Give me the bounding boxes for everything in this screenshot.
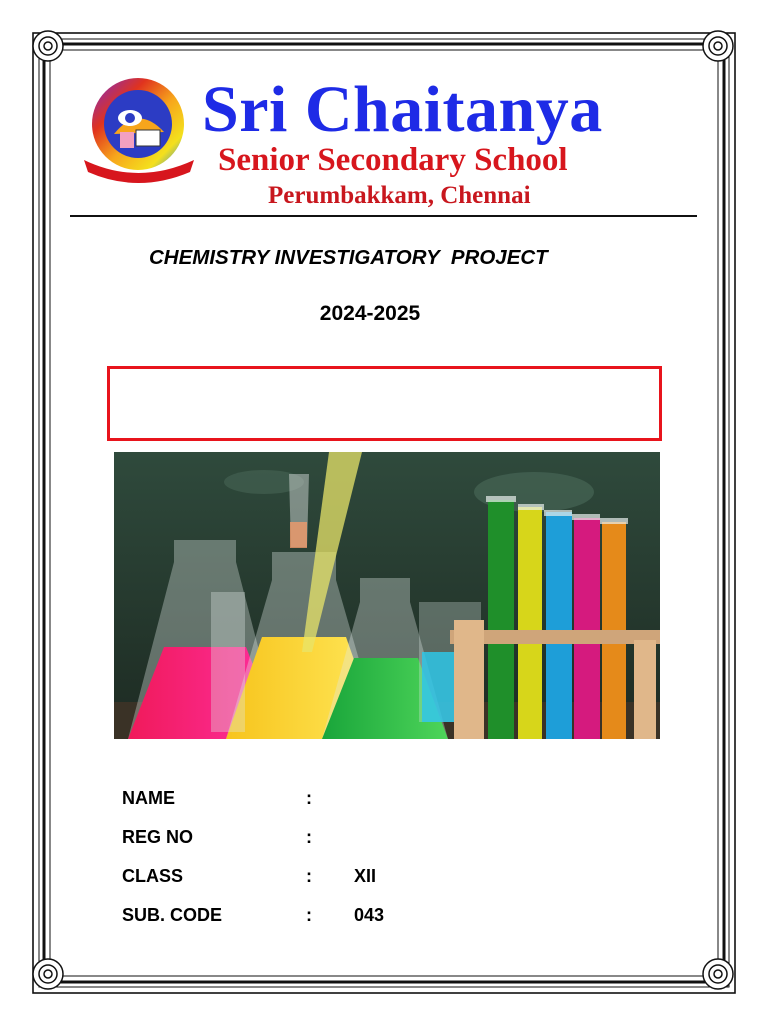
student-details xyxy=(122,784,642,940)
school-emblem-icon xyxy=(80,74,198,184)
detail-label: SUB. CODE xyxy=(122,905,223,925)
detail-separator: : xyxy=(306,866,312,886)
detail-value[interactable]: 043 xyxy=(354,905,385,925)
detail-value[interactable]: XII xyxy=(354,866,377,886)
detail-separator: : xyxy=(306,788,312,808)
school-name: Sri Chaitanya xyxy=(202,73,603,146)
corner-ornament-icon xyxy=(701,957,735,991)
detail-row-reg-no xyxy=(122,823,642,862)
corner-ornament-icon xyxy=(31,29,65,63)
project-year: 2024-2025 xyxy=(319,302,421,325)
detail-label: REG NO xyxy=(122,827,194,847)
project-title-box[interactable] xyxy=(107,366,662,441)
detail-label: NAME xyxy=(122,788,175,808)
detail-separator: : xyxy=(306,827,312,847)
school-subtitle: Senior Secondary School xyxy=(218,142,568,178)
school-location: Perumbakkam, Chennai xyxy=(268,182,531,209)
corner-ornament-icon xyxy=(701,29,735,63)
detail-row-name xyxy=(122,784,642,823)
detail-row-class xyxy=(122,862,642,901)
detail-separator: : xyxy=(306,905,312,925)
corner-ornament-icon xyxy=(31,957,65,991)
detail-row-sub-code xyxy=(122,901,642,940)
detail-label: CLASS xyxy=(122,866,184,886)
project-title: CHEMISTRY INVESTIGATORY PROJECT xyxy=(149,246,548,269)
chemistry-glassware-photo xyxy=(114,452,660,739)
header-divider xyxy=(70,215,697,217)
